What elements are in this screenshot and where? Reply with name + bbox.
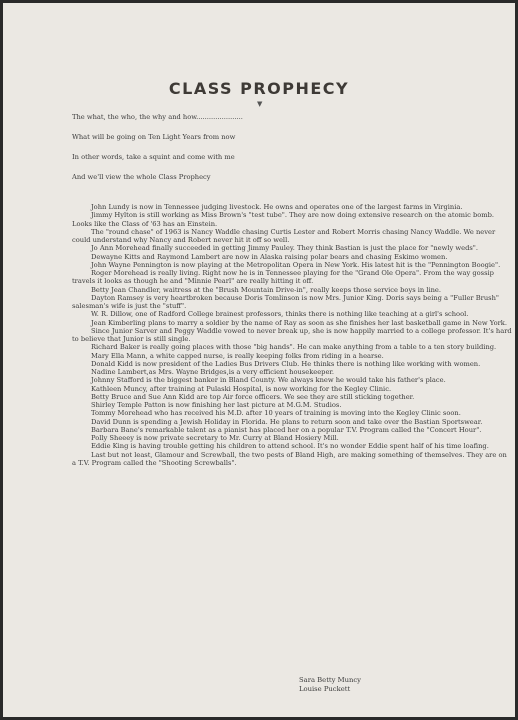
prophecy-paragraph: Mary Ella Mann, a white capped nurse, is really keeping folks from riding in a hearse. [91, 351, 384, 360]
prophecy-paragraph: Roger Morehead is really living. Right now he is in Tennessee playing for the "Grand Ole Opera". From the way gossip travels it looks as though he and "Minnie Pearl" are really hitting it off. [72, 269, 494, 286]
prophecy-paragraph: Johnny Stafford is the biggest banker in Bland County. We always knew he would take his father's place. [91, 376, 446, 385]
prophecy-paragraph: Betty Jean Chandler, waitress at the "Brush Mountain Drive-in", really keeps those service boys in line. [91, 285, 442, 294]
prophecy-paragraph: Tommy Morehead who has received his M.D. after 10 years of training is moving into the Kegley Clinic soon. [91, 409, 461, 418]
prophecy-paragraph: Last but not least, Glamour and Screwball, the two pests of Bland High, are making something of themselves. They are on a T.V. Program called the "Shooting Screwballs". [72, 450, 507, 467]
prophecy-paragraph: The "round chase" of 1963 is Nancy Waddle chasing Curtis Lester and Robert Morris chasing Nancy Waddle. We never could understand why Nancy and Robert never hit it off so well. [72, 227, 496, 244]
document-page [3, 3, 515, 717]
signature-name: Sara Betty Muncy [299, 676, 362, 684]
signature-name: Louise Puckett [299, 685, 351, 693]
prophecy-paragraph: David Dunn is spending a Jewish Holiday in Florida. He plans to return soon and take over the Bastian Sportswear. [91, 417, 483, 426]
prophecy-paragraph: Betty Bruce and Sue Ann Kidd are top Air force officers. We see they are still sticking together. [91, 392, 415, 401]
prophecy-paragraph: Shirley Temple Patton is now finishing her last picture at M.G.M. Studios. [91, 401, 342, 409]
prophecy-paragraph: Donald Kidd is now president of the Ladies Bus Drivers Club. He thinks there is nothing like working with women. [91, 359, 481, 368]
title-ornament-icon: ▼ [257, 100, 263, 108]
prophecy-body [72, 203, 512, 467]
prophecy-paragraph: W. R. Dillow, one of Radford College brainest professors, thinks there is nothing like teaching at a girl's school. [91, 310, 469, 319]
prophecy-paragraph: Jo Ann Morehead finally succeeded in getting Jimmy Pauley. They think Bastian is just the place for "newly weds". [91, 244, 478, 253]
prophecy-paragraph: Nadine Lambert,as Mrs. Wayne Bridges,is a very efficient housekeeper. [91, 368, 334, 376]
prophecy-paragraph: Dayton Ramsey is very heartbroken because Doris Tomlinson is now Mrs. Junior King. Doris says being a "Fuller Brush" salesman's wife is just the "stuff". [72, 293, 499, 310]
prophecy-paragraph: John Lundy is now in Tennessee judging livestock. He owns and operates one of the largest farms in Virginia. [91, 203, 463, 211]
prophecy-paragraph: Jimmy Hylton is still working as Miss Brown's "test tube". They are now doing extensive research on the atomic bomb. Looks like the Class of '63 has an Einstein. [72, 211, 495, 228]
prophecy-paragraph: Barbara Bane's remarkable talent as a pianist has placed her on a popular T.V. Program called the "Concert Hour". [91, 425, 482, 434]
intro-line: The what, the who, the why and how...................... [72, 113, 243, 121]
prophecy-paragraph: Since Junior Sarver and Peggy Waddle vowed to never break up, she is now happily married to a college professor. It's hard to believe that Junior is still single. [72, 326, 512, 343]
intro-line: And we'll view the whole Class Prophecy [72, 173, 211, 181]
prophecy-paragraph: Eddie King is having trouble getting his children to attend school. It's no wonder Eddie spent half of his time loafing. [91, 442, 489, 451]
prophecy-paragraph: Polly Sheeey is now private secretary to Mr. Curry at Bland Hosiery Mill. [91, 434, 339, 442]
signature-block [299, 676, 361, 694]
intro-line: What will be going on Ten Light Years from now [72, 133, 236, 141]
intro-line: In other words, take a squint and come with me [72, 153, 235, 161]
prophecy-paragraph: Jean Kimberling plans to marry a soldier by the name of Ray as soon as she finishes her last basketball game in New York. [91, 318, 507, 327]
intro-verse [72, 113, 492, 193]
prophecy-paragraph: John Wayne Pennington is now playing at the Metropolitan Opera in New York. His latest hit is the "Pennington Boogie". [91, 260, 501, 269]
prophecy-paragraph: Richard Baker is really going places with those "big hands". He can make anything from a table to a ten story building. [91, 343, 497, 352]
prophecy-paragraph: Kathleen Muncy, after training at Pulaski Hospital, is now working for the Kegley Clinic. [91, 384, 392, 393]
page-title: CLASS PROPHECY [168, 79, 350, 98]
prophecy-paragraph: Dewayne Kitts and Raymond Lambert are now in Alaska raising polar bears and chasing Eskimo women. [91, 252, 448, 261]
